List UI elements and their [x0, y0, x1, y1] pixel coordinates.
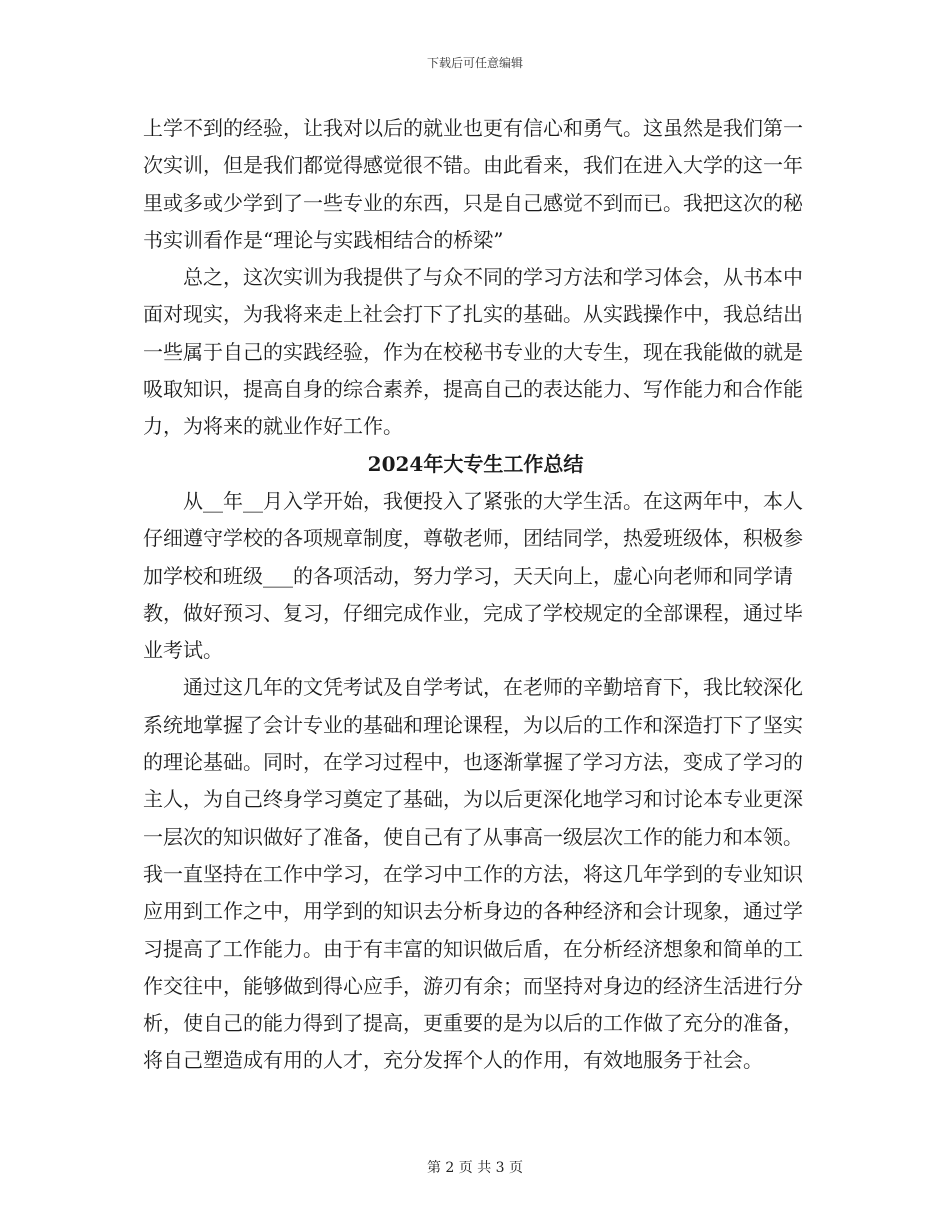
page-header: 下载后可任意编辑 — [426, 56, 523, 70]
paragraph-summary: 总之，这次实训为我提供了与众不同的学习方法和学习体会，从书本中面对现实，为我将来走上社会打下了扎实的基础。从实践操作中，我总结出一些属于自己的实践经验，作为在校秘书专业的大专生，现在我能做的就是吸取知识，提高自身的综合素养，提高自己的表达能力、写作能力和合作能力，为将来的就业作好工作。 — [143, 265, 803, 439]
section-title: 2024年大专生工作总结 — [367, 451, 584, 476]
paragraph-enrollment: 从__年__月入学开始，我便投入了紧张的大学生活。在这两年中，本人仔细遵守学校的各项规章制度，尊敬老师，团结同学，热爱班级体，积极参加学校和班级___的各项活动，努力学习，天天向上，虚心向老师和同学请教，做好预习、复习，仔细完成作业，完成了学校规定的全部课程，通过毕业考试。 — [143, 488, 803, 663]
document-body — [143, 110, 808, 1080]
paragraph-continuation: 上学不到的经验，让我对以后的就业也更有信心和勇气。这虽然是我们第一次实训，但是我们都觉得感觉很不错。由此看来，我们在进入大学的这一年里或多或少学到了一些专业的东西，只是自己感觉不到而已。我把这次的秘书实训看作是“理论与实践相结合的桥梁” — [143, 116, 803, 252]
page-footer: 第 2 页 共 3 页 — [426, 1160, 524, 1176]
paragraph-study: 通过这几年的文凭考试及自学考试，在老师的辛勤培育下，我比较深化系统地掌握了会计专业的基础和理论课程，为以后的工作和深造打下了坚实的理论基础。同时，在学习过程中，也逐渐掌握了学习方法，变成了学习的主人，为自己终身学习奠定了基础，为以后更深化地学习和讨论本专业更深一层次的知识做好了准备，使自己有了从事高一级层次工作的能力和本领。我一直坚持在工作中学习，在学习中工作的方法，将这几年学到的专业知识应用到工作之中，用学到的知识去分析身边的各种经济和会计现象，通过学习提高了工作能力。由于有丰富的知识做后盾，在分析经济想象和简单的工作交往中，能够做到得心应手，游刃有余；而坚持对身边的经济生活进行分析，使自己的能力得到了提高，更重要的是为以后的工作做了充分的准备，将自己塑造成有用的人才，充分发挥个人的作用，有效地服务于社会。 — [143, 675, 803, 1073]
